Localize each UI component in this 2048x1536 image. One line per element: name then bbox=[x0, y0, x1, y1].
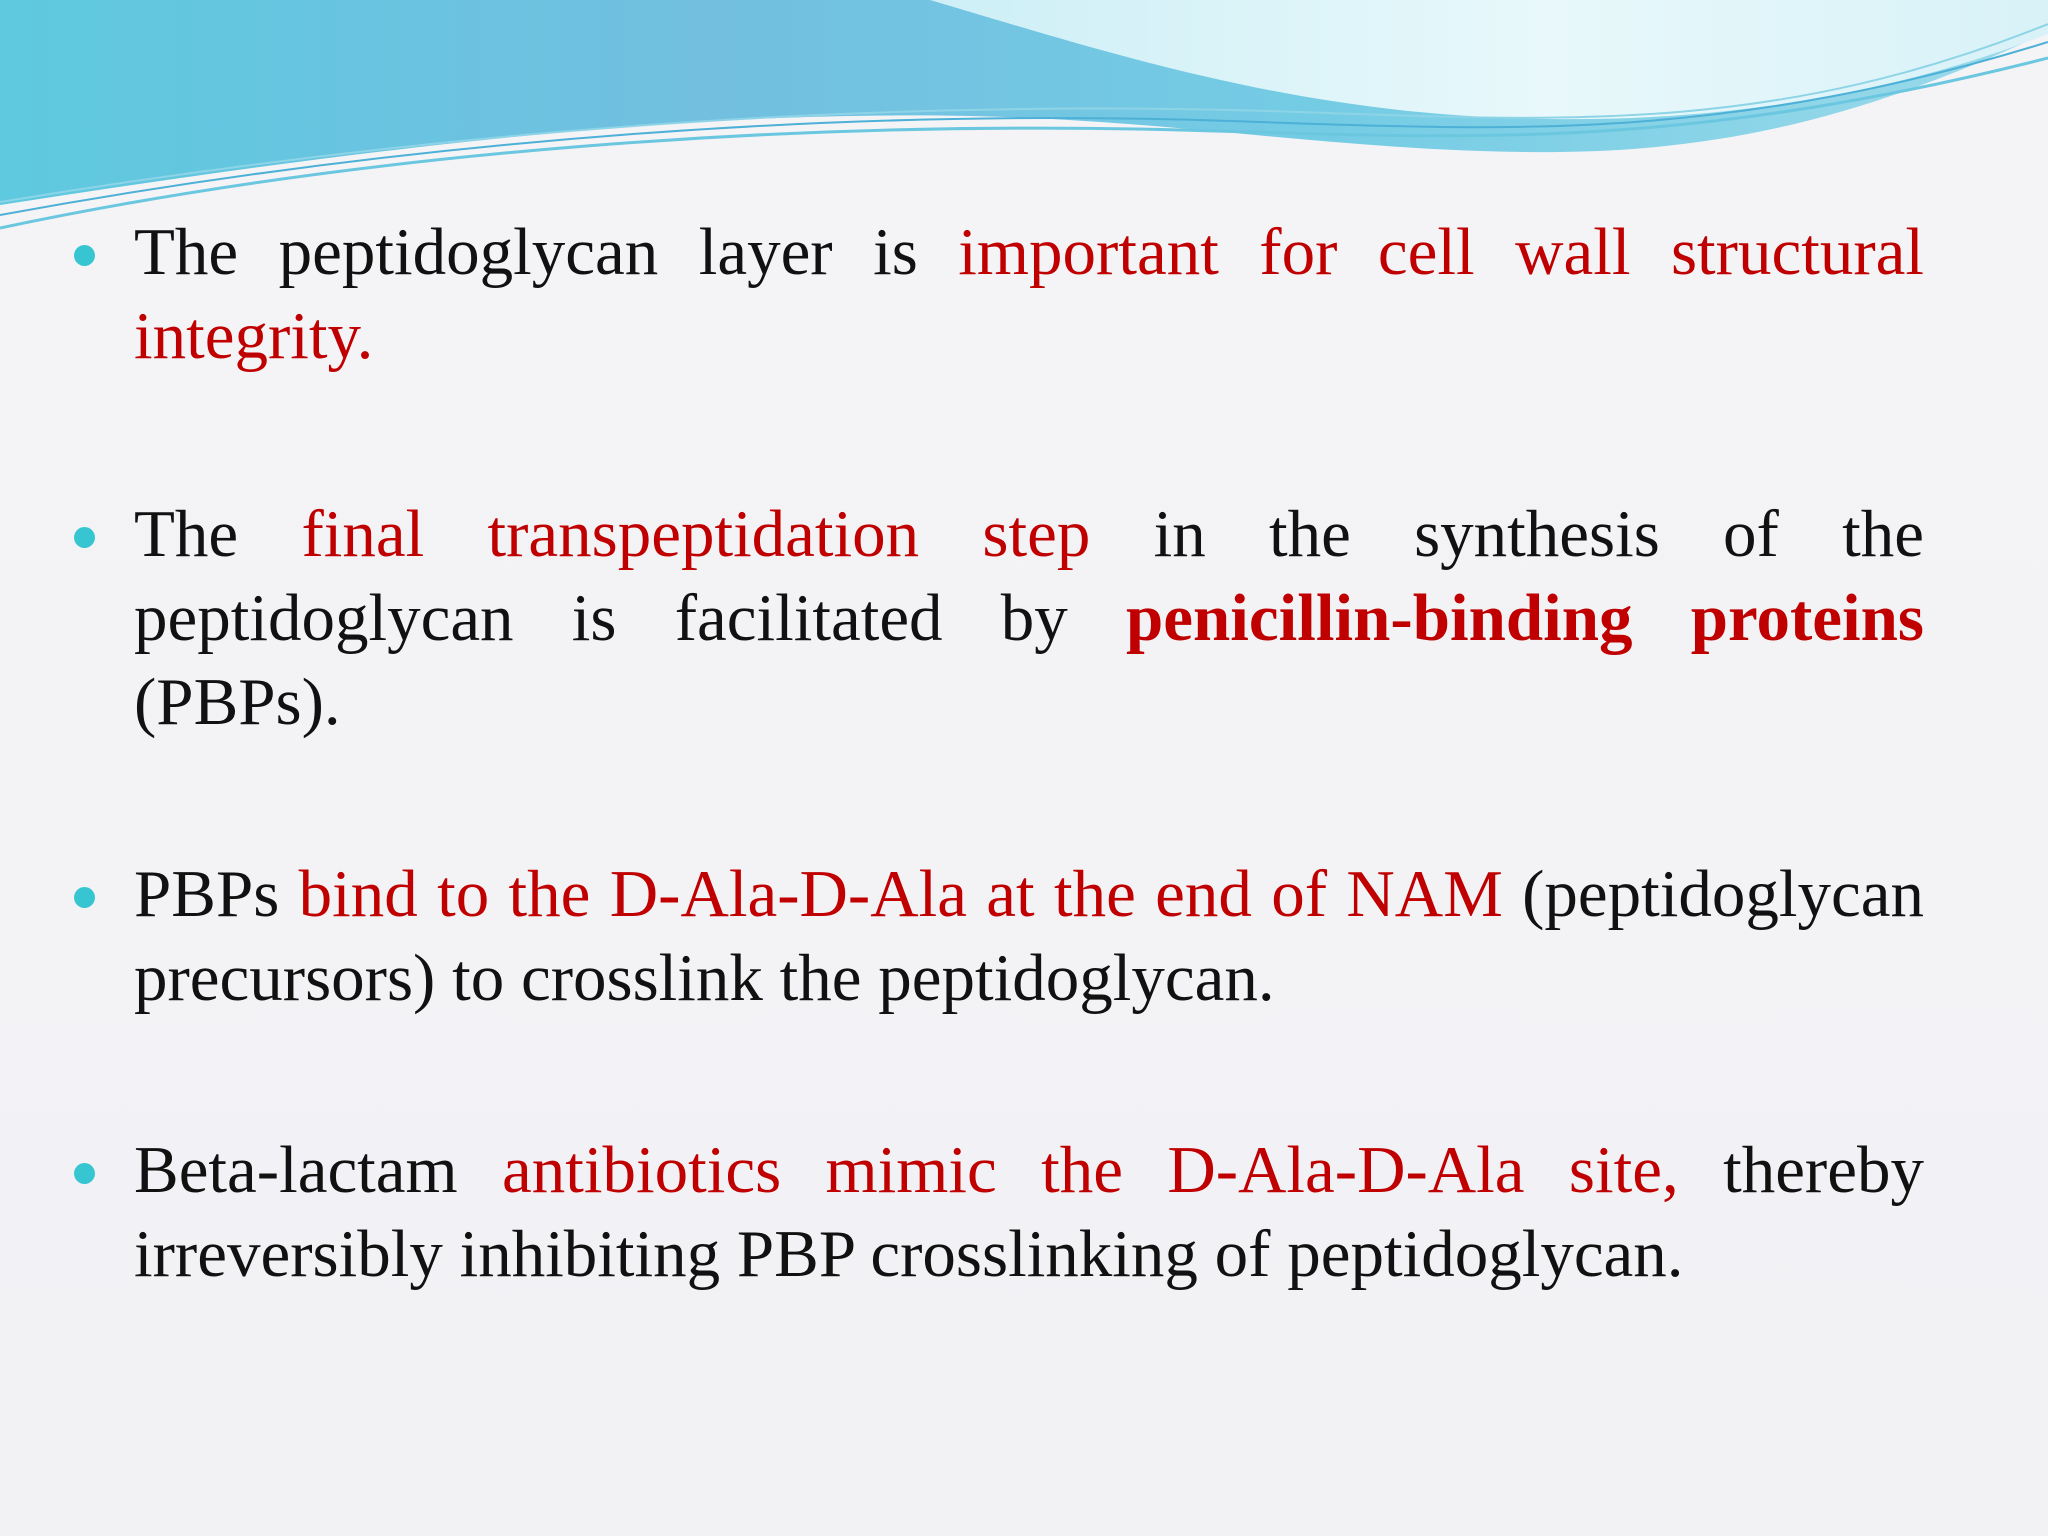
emphasis-text: antibiotics mimic the D-Ala-D-Ala site, bbox=[502, 1133, 1679, 1207]
bullet-text-segment: The peptidoglycan layer is bbox=[134, 215, 959, 289]
bullet-dot-icon bbox=[74, 1163, 95, 1184]
bullet-text-segment: The bbox=[134, 497, 302, 571]
emphasis-text: final transpeptidation step bbox=[301, 497, 1091, 571]
emphasis-text: important for cell wall structural integrity. bbox=[134, 215, 1924, 373]
bold-emphasis-text: penicillin-binding proteins bbox=[1126, 581, 1924, 655]
bullet-text-segment: Beta-lactam bbox=[134, 1133, 503, 1207]
bullet-item bbox=[74, 1128, 1924, 1296]
bullet-dot-icon bbox=[74, 527, 95, 548]
bullet-text bbox=[134, 852, 1924, 1020]
decorative-wave-banner bbox=[0, 0, 2048, 240]
bullet-text bbox=[134, 1128, 1924, 1296]
bullet-text bbox=[134, 492, 1924, 744]
bullet-text-segment: (PBPs). bbox=[134, 665, 341, 739]
bullet-text-segment: PBPs bbox=[134, 857, 299, 931]
bullet-text-segment: thereby irreversibly inhibiting PBP crosslinking of peptidoglycan. bbox=[134, 1133, 1924, 1291]
bullet-text-segment: in the synthesis of the peptidoglycan is facilitated by bbox=[134, 497, 1924, 655]
bullet-item bbox=[74, 210, 1924, 378]
bullet-dot-icon bbox=[74, 245, 95, 266]
bullet-dot-icon bbox=[74, 887, 95, 908]
bullet-text bbox=[134, 210, 1924, 378]
emphasis-text: bind to the D-Ala-D-Ala at the end of NAM bbox=[298, 857, 1503, 931]
bullet-text-segment: (peptidoglycan precursors) to crosslink the peptidoglycan. bbox=[134, 857, 1924, 1015]
bullet-item bbox=[74, 492, 1924, 744]
bullet-item bbox=[74, 852, 1924, 1020]
